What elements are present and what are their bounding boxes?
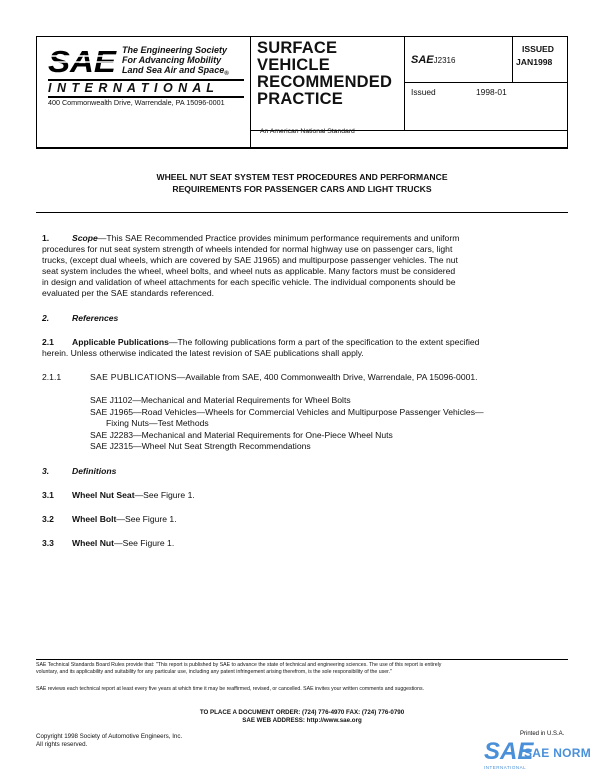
reference-item: SAE J1965—Road Vehicles—Wheels for Commercial Vehicles and Multipurpose Passenger Vehicles— [90, 406, 484, 417]
section-2-heading: References [72, 313, 119, 323]
scope-line: in design and validation of wheel attachments for each specific vehicle. The individual components should be [42, 277, 456, 287]
reference-item: Fixing Nuts—Test Methods [106, 418, 209, 428]
header-divider [404, 82, 568, 83]
society-tagline [122, 45, 229, 79]
section-2-1-1-heading: SAE PUBLICATIONS [90, 372, 177, 382]
definition-number: 3.1 [42, 490, 54, 500]
sae-norm-sub: INTERNATIONAL [484, 765, 527, 770]
doc-type-line: VEHICLE [257, 56, 330, 74]
sae-address: 400 Commonwealth Drive, Warrendale, PA 15096-0001 [48, 98, 225, 107]
sae-norm-logo: SAE [484, 738, 534, 765]
doc-type-title [257, 40, 392, 108]
document-title-line: WHEEL NUT SEAT SYSTEM TEST PROCEDURES AND PERFORMANCE [156, 172, 448, 182]
doc-type-line: RECOMMENDED [257, 73, 393, 91]
document-title-line: REQUIREMENTS FOR PASSENGER CARS AND LIGHT TRUCKS [172, 184, 432, 194]
section-2-1-number: 2.1 [42, 337, 54, 347]
scope-line: Scope—This SAE Recommended Practice provides minimum performance requirements and uniform [72, 233, 460, 243]
section-2-number: 2. [42, 313, 50, 323]
doc-number [411, 54, 455, 66]
rights-line: All rights reserved. [36, 741, 88, 748]
board-rules-line: voluntary, and its applicability and suitability for any particular use, including any patent infringement arising therefrom, is the sole responsibility of the user." [36, 669, 392, 675]
scope-line: evaluated per the SAE standards referenced. [42, 288, 214, 298]
document-title [36, 171, 568, 195]
scope-line: trucks, (except dual wheels, which are covered by SAE J1965) and multipurpose passenger vehicles. The nut [42, 255, 458, 265]
scope-body [42, 244, 548, 299]
society-line: The Engineering Society [122, 45, 228, 55]
issued-date: JAN1998 [516, 57, 553, 67]
printed-note: Printed in U.S.A. [520, 731, 565, 737]
definition-term: Wheel Nut Seat [72, 490, 135, 500]
definition-term: Wheel Bolt [72, 514, 117, 524]
board-rules-line: SAE Technical Standards Board Rules provide that: "This report is published by SAE to advance the state of technical and engineering sciences. The use of this report is entirely [36, 662, 442, 668]
section-1-scope [72, 233, 554, 244]
definition-item: Wheel Bolt—See Figure 1. [72, 514, 177, 524]
scope-line: procedures for nut seat system strength of wheels intended for normal highway use on passenger cars, light [42, 244, 453, 254]
section-2-1: Applicable Publications—The following publications form a part of the specification to the extent specified [72, 337, 480, 347]
reference-item: SAE J2283—Mechanical and Material Requirements for One-Piece Wheel Nuts [90, 429, 393, 440]
section-2-1-line: herein. Unless otherwise indicated the latest revision of SAE publications shall apply. [42, 348, 364, 358]
society-line: Land Sea Air and Space$_®$ [122, 65, 229, 77]
order-line: TO PLACE A DOCUMENT ORDER: (724) 776-4970 FAX: (724) 776-0790 [199, 709, 405, 716]
section-2-1-1: SAE PUBLICATIONS—Available from SAE, 400 Commonwealth Drive, Warrendale, PA 15096-0001. [90, 372, 478, 382]
web-address: SAE WEB ADDRESS: http://www.sae.org [242, 717, 362, 724]
society-line: For Advancing Mobility [122, 55, 222, 65]
doc-sae-mark: SAE [411, 54, 434, 66]
reference-item: SAE J1102—Mechanical and Material Requirements for Wheel Bolts [90, 395, 351, 405]
section-3-number: 3. [42, 466, 50, 476]
issued-small-date: 1998-01 [476, 87, 507, 97]
header-divider [404, 36, 405, 130]
scope-heading: Scope [72, 233, 98, 243]
section-1-number: 1. [42, 233, 50, 243]
reference-item: SAE J2315—Wheel Nut Seat Strength Recommendations [90, 441, 311, 451]
copyright-block [36, 733, 182, 749]
order-info [36, 709, 568, 725]
reference-list [90, 395, 484, 453]
definition-item: Wheel Nut—See Figure 1. [72, 538, 175, 548]
definition-term: Wheel Nut [72, 538, 115, 548]
scope-line: seat system includes the wheel, wheel bolts, and wheel nuts as applicable. Many factors must be considered [42, 266, 456, 276]
board-rules-note [36, 662, 568, 676]
section-2-1-heading: Applicable Publications [72, 337, 169, 347]
issued-small-label: Issued [411, 87, 436, 97]
international-banner: I N T E R N A T I O N A L [48, 79, 244, 98]
section-2-1-1-number: 2.1.1 [42, 372, 62, 382]
rule [36, 148, 568, 149]
sae-norm-text: SAE NORM [524, 746, 592, 760]
sae-logo-mark: SAE [48, 44, 118, 78]
header-divider [250, 36, 251, 148]
definition-number: 3.3 [42, 538, 54, 548]
registered-mark: ® [224, 71, 229, 77]
footer-rule [36, 659, 568, 660]
definition-number: 3.2 [42, 514, 54, 524]
doc-type-line: PRACTICE [257, 90, 343, 108]
rule [36, 212, 568, 213]
doc-type-line: SURFACE [257, 39, 338, 57]
sae-norm-stamp [484, 740, 596, 774]
definition-item: Wheel Nut Seat—See Figure 1. [72, 490, 195, 500]
section-3-heading: Definitions [72, 466, 117, 476]
review-note: SAE reviews each technical report at least every five years at which time it may be reaffirmed, revised, or cancelled. SAE invites your written comments and suggestions. [36, 686, 424, 692]
doc-number-value: J2316 [433, 56, 456, 65]
standard-note: An American National Standard [260, 128, 355, 135]
issued-block [516, 43, 554, 69]
header-divider [512, 36, 513, 82]
issued-label: ISSUED [522, 44, 554, 54]
sae-logo [48, 44, 118, 78]
copyright-line: Copyright 1998 Society of Automotive Engineers, Inc. [36, 733, 183, 740]
